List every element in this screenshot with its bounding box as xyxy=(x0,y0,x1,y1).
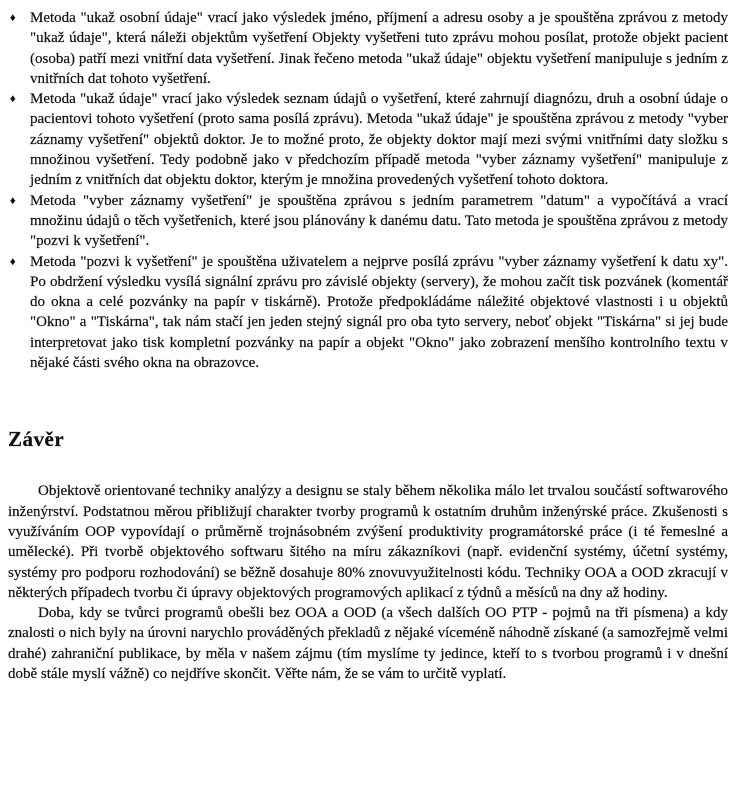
bullet-item xyxy=(8,89,728,190)
bullet-diamond-icon: ♦ xyxy=(10,255,16,268)
bullet-item xyxy=(8,8,728,89)
paragraph: Doba, kdy se tvůrci programů obešli bez OOA a OOD (a všech dalších OO PTP - pojmů na tři písmena) a kdy znalosti o nich byly na úrovni narychlo prováděných překladů z nějaké víceméně náhodně získané (a samozřejmě velmi drahé) zahraniční publikace, by měla v našem zájmu (tím myslíme ty jedince, kteří to s tvorbou programů i v dnešní době stále myslí vážně) co nejdříve skončit. Věřte nám, že se vám to určitě vyplatí. xyxy=(8,605,728,683)
bullet-diamond-icon: ♦ xyxy=(10,93,16,106)
bullet-text: Metoda "ukaž osobní údaje" vrací jako výsledek jméno, příjmení a adresu osoby a je spouštěna zprávou z metody "ukaž údaje", která náleži objektům vyšetření Objekty vyšetřeni tuto zprávu mohou posílat, protože objekt pacient (osoba) patří mezi vnitřní data vyšetření. Jinak řečeno metoda "ukaž údaje" objektu vyšetření manipuluje s jedním z vnitřních dat tohoto vyšetření. xyxy=(30,10,728,87)
bullet-diamond-icon: ♦ xyxy=(10,194,16,207)
bullet-list xyxy=(8,8,728,373)
bullet-item xyxy=(8,191,728,252)
bullet-text: Metoda "vyber záznamy vyšetření" je spouštěna zprávou s jedním parametrem "datum" a vypočítává a vrací množinu údajů o těch vyšetřenich, které jsou plánovány k danému datu. Tato metoda je spouštěna zprávou z metody "pozvi k vyšetření". xyxy=(30,192,728,250)
bullet-text: Metoda "pozvi k vyšetření" je spouštěna uživatelem a nejprve posílá zprávu "vyber záznamy vyšetření k datu xy". Po obdržení výsledku vysílá signální zprávu pro závislé objekty (servery), že mohou začít tisk pozvánek (komentář do okna a celé pozvánky na papír v tiskárně). Protože předpokládáme náležité objektové vlastnosti i u objektů "Okno" a "Tiskárna", tak nám stačí jen jeden stejný signál pro oba tyto servery, neboť objekt "Tiskárna" si jej bude interpretovat jako tisk kompletní pozvánky na papír a objekt "Okno" jako zobrazení menšího kontrolního textu v nějaké části svého okna na obrazovce. xyxy=(30,253,728,372)
bullet-item xyxy=(8,252,728,374)
bullet-text: Metoda "ukaž údaje" vrací jako výsledek seznam údajů o vyšetření, které zahrnují diagnózu, druh a osobní údaje o pacientovi tohoto vyšetření (proto sama posílá zprávu). Metoda "ukaž údaje" je spouštěna zprávou z metody "vyber záznamy vyšetření" objektů doktor. Je to možné proto, že objekty doktor mají mezi svými vnitřními daty složku s množinou vyšetření. Tedy podobně jako v předchozím případě metoda "vyber záznamy vyšetření" manipuluje z jedním z vnitřních dat objektu doktor, kterým je množina provedených vyšetření tohoto doktora. xyxy=(30,91,728,189)
paragraph: Objektově orientované techniky analýzy a designu se staly během několika málo let trvalou součástí softwarového inženýrství. Podstatnou měrou přibližují charakter tvorby programů k ostatním druhům inženýrské práce. Zkušenosti s využíváním OOP vypovídají o průměrně trojnásobném zvýšení produktivity programátorské práce (i té řemeslné a umělecké). Při tvorbě objektového softwaru šitého na míru zákazníkovi (např. evidenční systémy, účetní systémy, systémy pro podporu rozhodování) se běžně dosahuje 80% znovuvyužitelnosti kódu. Techniky OOA a OOD zkracují v některých případech tvorbu či úpravy objektových programových aplikací z týdnů a měsíců na dny až hodiny. xyxy=(8,483,728,601)
bullet-diamond-icon: ♦ xyxy=(10,12,16,24)
section-heading: Závěr xyxy=(8,427,65,452)
